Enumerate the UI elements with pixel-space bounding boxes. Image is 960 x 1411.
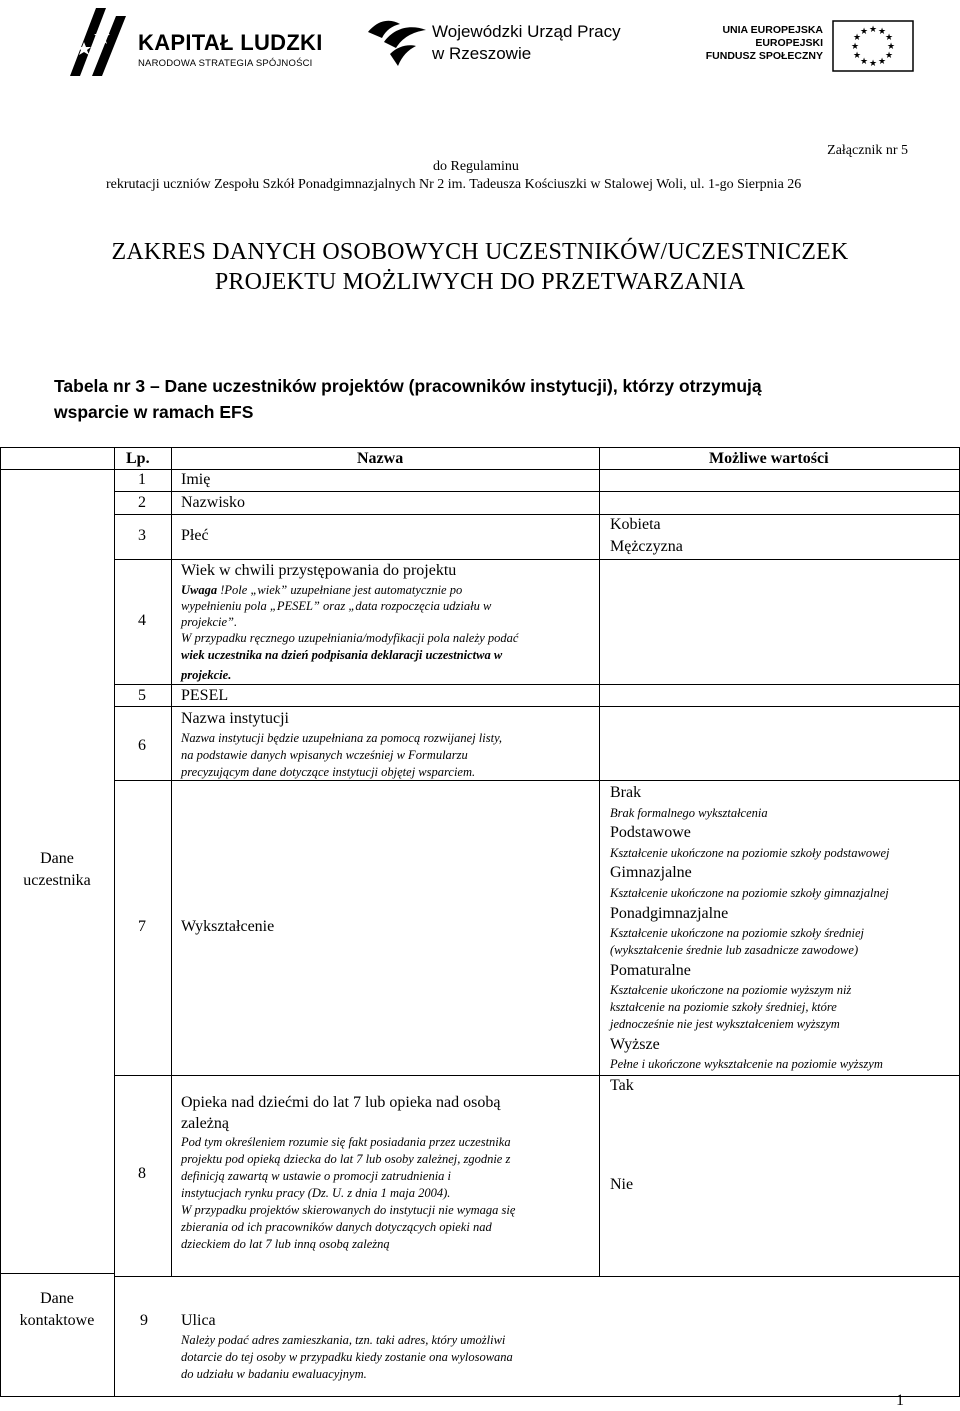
option-value: Nie <box>610 1176 634 1193</box>
row-number: 7 <box>138 918 146 935</box>
row-note-line: dzieckiem do lat 7 lub inną osobą zależną <box>181 1237 390 1251</box>
svg-text:★: ★ <box>852 51 862 61</box>
row-note-line: W przypadku projektów skierowanych do instytucji nie wymaga się <box>181 1203 516 1217</box>
row-name-line: Opieka nad dziećmi do lat 7 lub opieka nad osobą <box>181 1094 501 1111</box>
option-description: Kształcenie ukończone na poziomie szkoły gimnazjalnej <box>610 886 889 900</box>
kapital-ludzki-subtitle: NARODOWA STRATEGIA SPÓJNOŚCI <box>138 58 313 69</box>
option-description: jednocześnie nie jest wykształceniem wyższym <box>610 1017 840 1031</box>
row-note-line: precyzującym dane dotyczące instytucji objętej wsparciem. <box>181 765 476 779</box>
row-note-line: projekcie”. <box>181 615 238 629</box>
svg-text:★: ★ <box>886 42 896 52</box>
row-note-line: wiek uczestnika na dzień podpisania deklaracji uczestnictwa w <box>181 648 503 662</box>
row-note-line: instytucjach rynku pracy (Dz. U. z dnia 1 maja 2004). <box>181 1186 451 1200</box>
wup-bird-icon <box>366 14 428 70</box>
option-description: Pełne i ukończone wykształcenie na poziomie wyższym <box>610 1057 883 1071</box>
svg-text:★: ★ <box>850 42 860 52</box>
row-note-line: dotarcie do tej osoby w przypadku kiedy zostanie ona wylosowana <box>181 1350 513 1364</box>
row-number: 9 <box>140 1312 148 1329</box>
option-label: Pomaturalne <box>610 962 691 979</box>
wup-name-line2: w Rzeszowie <box>432 44 532 63</box>
option-label: Wyższe <box>610 1036 660 1053</box>
eu-line2: EUROPEJSKI <box>755 37 823 49</box>
row-name: Nazwisko <box>181 494 245 511</box>
header-values: Możliwe wartości <box>709 450 829 467</box>
regulation-line1: do Regulaminu <box>433 159 519 174</box>
row-note-line: wypełnieniu pola „PESEL” oraz „data rozpoczęcia udziału w <box>181 599 492 613</box>
kapital-ludzki-title: KAPITAŁ LUDZKI <box>138 30 323 55</box>
eu-flag-icon <box>832 20 914 72</box>
option-label: Ponadgimnazjalne <box>610 905 729 922</box>
header-lp: Lp. <box>126 450 150 467</box>
row-number: 4 <box>138 612 146 629</box>
row-note-line: zbierania od ich pracowników danych dotyczących opieki nad <box>181 1220 492 1234</box>
option-description: (wykształcenie średnie lub zasadnicze zawodowe) <box>610 943 859 957</box>
group-participant-data: Dane uczestnika <box>23 850 91 889</box>
row-name: Imię <box>181 471 211 488</box>
row-name: Wykształcenie <box>181 918 275 935</box>
option-description: kształcenie na poziomie szkoły średniej, które <box>610 1000 837 1014</box>
wup-logo <box>366 14 656 74</box>
document-title-line2: PROJEKTU MOŻLIWYCH DO PRZETWARZANIA <box>214 269 746 295</box>
option-description: Brak formalnego wykształcenia <box>610 806 768 820</box>
row-number: 3 <box>138 527 146 544</box>
eu-line3: FUNDUSZ SPOŁECZNY <box>705 50 823 62</box>
row-note-line: Uwaga !Pole „wiek” uzupełniane jest automatycznie po <box>181 583 463 597</box>
svg-text:★: ★ <box>859 57 869 67</box>
option-description: Kształcenie ukończone na poziomie szkoły średniej <box>610 926 865 940</box>
row-number: 2 <box>138 494 146 511</box>
option-label: Gimnazjalne <box>610 864 692 881</box>
eu-logo <box>700 20 915 72</box>
row-note-line: W przypadku ręcznego uzupełniania/modyfikacji pola należy podać <box>181 631 519 645</box>
row-note-line: projekcie. <box>181 668 232 682</box>
option-value: Kobieta <box>610 516 661 533</box>
row-note-line: Należy podać adres zamieszkania, tzn. taki adres, który umożliwi <box>181 1333 506 1347</box>
svg-text:★: ★ <box>868 25 878 35</box>
row-note-line: definicją zawartą w ustawie o promocji zatrudnienia i <box>181 1169 452 1183</box>
row-name: Ulica <box>181 1312 216 1329</box>
row-name: Płeć <box>181 527 209 544</box>
attachment-label: Załącznik nr 5 <box>827 143 908 158</box>
option-value: Mężczyzna <box>610 538 683 555</box>
row-note-line: projektu pod opieką dziecka do lat 7 lub osoby zależnej, zgodnie z <box>181 1152 511 1166</box>
header-name: Nazwa <box>357 450 404 467</box>
row-number: 8 <box>138 1165 146 1182</box>
svg-text:★: ★ <box>868 59 878 69</box>
table-caption-line2: wsparcie w ramach EFS <box>54 402 254 422</box>
row-name: PESEL <box>181 687 229 704</box>
row-note-line: na podstawie danych wpisanych wcześniej w Formularzu <box>181 748 468 762</box>
row-name: Wiek w chwili przystępowania do projektu <box>181 562 457 579</box>
kapital-ludzki-logo <box>66 6 326 78</box>
group-contact-data: Dane kontaktowe <box>19 1290 95 1329</box>
wup-name-line1: Wojewódzki Urząd Pracy <box>432 22 621 41</box>
option-description: Kształcenie ukończone na poziomie wyższym niż <box>610 983 852 997</box>
eu-line1: UNIA EUROPEJSKA <box>722 24 823 36</box>
option-value: Tak <box>610 1077 634 1094</box>
svg-text:★: ★ <box>884 51 894 61</box>
svg-text:★: ★ <box>859 27 869 37</box>
kapital-ludzki-emblem-icon <box>66 6 132 78</box>
row-note-line: Pod tym określeniem rozumie się fakt posiadania przez uczestnika <box>181 1135 511 1149</box>
svg-text:★: ★ <box>877 57 887 67</box>
row-number: 5 <box>138 687 146 704</box>
svg-text:★: ★ <box>852 33 862 43</box>
option-label: Podstawowe <box>610 824 691 841</box>
svg-text:★: ★ <box>877 27 887 37</box>
document-title-line1: ZAKRES DANYCH OSOBOWYCH UCZESTNIKÓW/UCZESTNICZEK <box>111 239 849 265</box>
svg-text:★: ★ <box>884 33 894 43</box>
regulation-line2: rekrutacji uczniów Zespołu Szkół Ponadgimnazjalnych Nr 2 im. Tadeusza Kościuszki w Stalowej Woli, ul. 1-go Sierpnia 26 <box>106 177 802 192</box>
option-label: Brak <box>610 784 642 801</box>
table-caption-line1: Tabela nr 3 – Dane uczestników projektów (pracowników instytucji), którzy otrzymują <box>54 376 762 396</box>
row-number: 6 <box>138 737 146 754</box>
row-note-line: do udziału w badaniu ewaluacyjnym. <box>181 1367 367 1381</box>
page-number: 1 <box>896 1392 904 1409</box>
row-name: Nazwa instytucji <box>181 710 289 727</box>
option-description: Kształcenie ukończone na poziomie szkoły podstawowej <box>610 846 890 860</box>
row-note-line: Nazwa instytucji będzie uzupełniana za pomocą rozwijanej listy, <box>181 731 503 745</box>
row-name-line: zależną <box>181 1115 229 1132</box>
row-number: 1 <box>138 471 146 488</box>
